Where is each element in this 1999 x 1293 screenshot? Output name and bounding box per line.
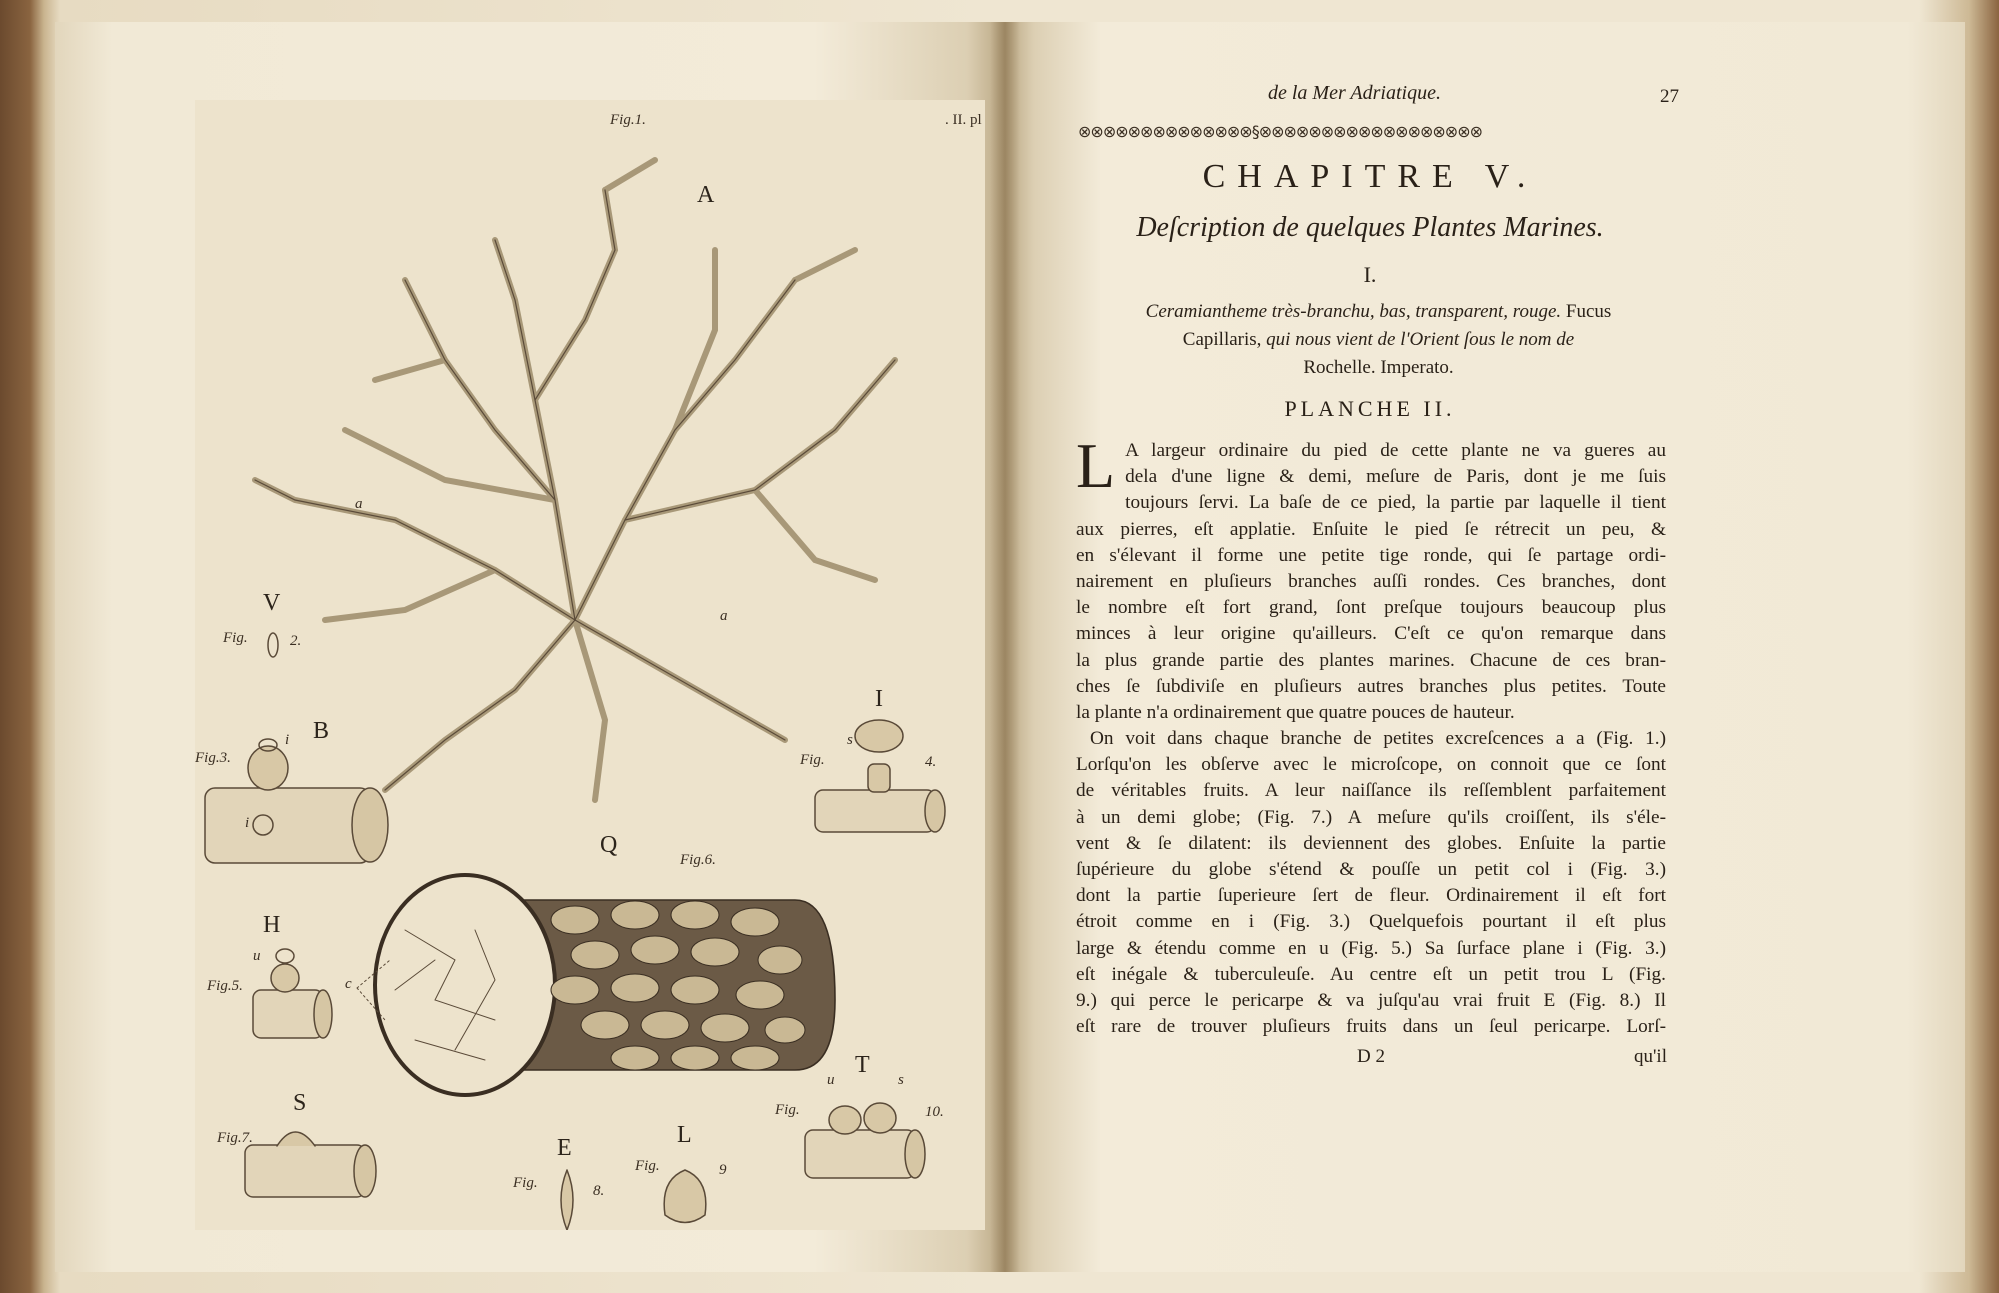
fig2-number: 2. — [290, 633, 302, 649]
paragraph-1-line: minces à leur origine qu'ailleurs. C'eſt ce qu'on remarque dans — [1076, 623, 1666, 645]
figure-letter-s: S — [293, 1090, 307, 1116]
chapter-title: CHAPITRE V. — [1202, 158, 1538, 195]
plant-name-line-2-italic: qui nous vient de l'Orient ſous le nom de — [1261, 329, 1575, 350]
fig9-label: Fig. — [635, 1158, 660, 1174]
plant-name-line-2 — [1086, 326, 1671, 354]
signature-mark: D 2 — [1357, 1046, 1385, 1067]
fig9-number: 9 — [719, 1162, 727, 1178]
fig10-label-u: u — [827, 1072, 835, 1088]
plant-name-line-1-italic: Ceramiantheme très-branchu, bas, transparent, rouge. — [1145, 301, 1562, 322]
plant-name — [1086, 298, 1671, 382]
paragraph-2-line: dont la partie ſuperieure ſert de fleur. Ordinairement il eſt fort — [1076, 885, 1666, 907]
figure-letter-l: L — [677, 1122, 692, 1148]
fig6-label-c: c — [345, 976, 352, 992]
fig7-label: Fig.7. — [217, 1130, 253, 1146]
figure-letter-v: V — [263, 590, 281, 616]
paragraph-1-line: A largeur ordinaire du pied de cette plante ne va gueres au — [1125, 440, 1666, 461]
plant-name-line-1 — [1086, 298, 1671, 326]
plate-heading: PLANCHE II. — [1284, 396, 1456, 421]
fig8-drawing — [561, 1170, 573, 1230]
chapter-subtitle: Deſcription de quelques Plantes Marines. — [1136, 212, 1604, 243]
figure-letter-q: Q — [600, 832, 618, 858]
paragraph-1-line: la plus grande partie des plantes marines. Chacune de ces bran- — [1076, 649, 1666, 671]
paragraph-1-line: dela d'une ligne & demi, meſure de Paris, dont je me ſuis — [1125, 466, 1666, 488]
figure-letter-a-upper: A — [697, 182, 715, 208]
fig3-label-i: i — [285, 732, 290, 748]
fig9-drawing — [664, 1170, 706, 1223]
figure-letter-t: T — [855, 1052, 870, 1078]
figure-letter-e: E — [557, 1135, 572, 1161]
paragraph-2-line: étroit comme en i (Fig. 3.) Quelquefois pourtant il eſt plus — [1076, 911, 1666, 933]
body-text — [1076, 430, 1666, 1040]
engraved-plate — [195, 100, 985, 1230]
fig4-label: Fig. — [800, 752, 825, 768]
paragraph-2-line: ſupérieure du globe s'étend & pouſſe un petit col i (Fig. 3.) — [1076, 859, 1666, 880]
paragraph-2-line: eſt inégale & tuberculeuſe. Au centre eſt un petit trou L (Fig. — [1076, 963, 1666, 985]
fig5-label-u: u — [253, 948, 261, 964]
paragraph-1-line: toujours ſervi. La baſe de ce pied, la partie par laquelle il tient — [1125, 492, 1666, 514]
fig4-drawing — [815, 720, 945, 832]
paragraph-2-line: Lorſqu'on les obſerve avec le microſcope, on connoit que ce ſont — [1076, 754, 1666, 776]
paragraph-1-line: en s'élevant il forme une petite tige ronde, qui ſe partage ordi- — [1076, 544, 1666, 566]
fig10-label-s: s — [898, 1072, 904, 1088]
fig3-drawing — [205, 739, 388, 863]
fig5-label: Fig.5. — [207, 978, 243, 994]
plant-name-line-3: Rochelle. Imperato. — [1303, 357, 1454, 378]
paragraph-1-line: aux pierres, eſt applatie. Enſuite le pied ſe rétrecit un peu, & — [1076, 518, 1666, 540]
ornamental-rule: ⊗⊗⊗⊗⊗⊗⊗⊗⊗⊗⊗⊗⊗⊗§⊗⊗⊗⊗⊗⊗⊗⊗⊗⊗⊗⊗⊗⊗⊗⊗⊗⊗ — [1078, 122, 1482, 141]
paragraph-2-line: eſt rare de trouver pluſieurs fruits dans un ſeul pericarpe. Lorſ- — [1076, 1016, 1666, 1038]
fig4-number: 4. — [925, 754, 937, 770]
paragraph-1-line: le nombre eſt fort grand, ſont preſque toujours beaucoup plus — [1076, 597, 1666, 619]
fig1-label: Fig.1. — [610, 112, 646, 128]
paragraph-2-line: à un demi globe; (Fig. 7.) A meſure qu'ils croiſſent, ils s'éle- — [1076, 806, 1666, 828]
plate-number: . II. pl — [945, 112, 982, 128]
paragraph-2-line: large & étendu comme en u (Fig. 5.) Sa ſurface plane i (Fig. 3.) — [1076, 937, 1666, 959]
fig2-label: Fig. — [223, 630, 248, 646]
section-number: I. — [1363, 262, 1377, 287]
fig3-label-i-center: i — [245, 815, 250, 831]
fig7-drawing — [245, 1132, 376, 1197]
seaweed-fig1-drawing — [255, 160, 895, 800]
fig2-drawing — [268, 633, 278, 657]
fig10-drawing — [805, 1103, 925, 1178]
paragraph-1-line: ches ſe ſubdiviſe en pluſieurs autres branches plus petites. Toute — [1076, 675, 1666, 697]
paragraph-1-line: nairement en pluſieurs branches auſſi rondes. Ces branches, dont — [1076, 570, 1666, 592]
fig8-number: 8. — [593, 1183, 605, 1199]
figure-letter-h: H — [263, 912, 281, 938]
fig4-label-s: s — [847, 732, 853, 748]
branch-label-a-right: a — [720, 608, 728, 624]
drop-cap: L — [1076, 430, 1116, 501]
fig6-label: Fig.6. — [680, 852, 716, 868]
fig6-drawing — [357, 875, 835, 1095]
paragraph-2-line: On voit dans chaque branche de petites excreſcences a a (Fig. 1.) — [1090, 728, 1666, 750]
plant-name-line-2-roman: Capillaris, — [1182, 329, 1262, 350]
fig5-drawing — [253, 949, 332, 1038]
branch-label-a-left: a — [355, 496, 363, 512]
page-number: 27 — [1660, 86, 1679, 107]
catchword: qu'il — [1634, 1046, 1667, 1067]
paragraph-2-line: vent & ſe dilatent: ils deviennent des globes. Enſuite la partie — [1076, 832, 1666, 854]
fig10-label: Fig. — [775, 1102, 800, 1118]
figure-letter-i: I — [875, 686, 883, 712]
book-gutter — [990, 22, 1020, 1272]
paragraph-2-line: 9.) qui perce le pericarpe & va juſqu'au vrai fruit E (Fig. 8.) Il — [1076, 989, 1666, 1011]
figure-letter-b: B — [313, 718, 330, 744]
fig8-label: Fig. — [513, 1175, 538, 1191]
fig3-label: Fig.3. — [195, 750, 231, 766]
fig10-number: 10. — [925, 1104, 944, 1120]
paragraph-1-line: la plante n'a ordinairement que quatre pouces de hauteur. — [1076, 701, 1515, 723]
paragraph-2-line: de véritables fruits. A leur naiſſance ils reſſemblent parfaitement — [1076, 780, 1666, 802]
plant-name-line-1-roman: Fucus — [1561, 301, 1612, 322]
running-head: de la Mer Adriatique. — [1268, 82, 1441, 104]
